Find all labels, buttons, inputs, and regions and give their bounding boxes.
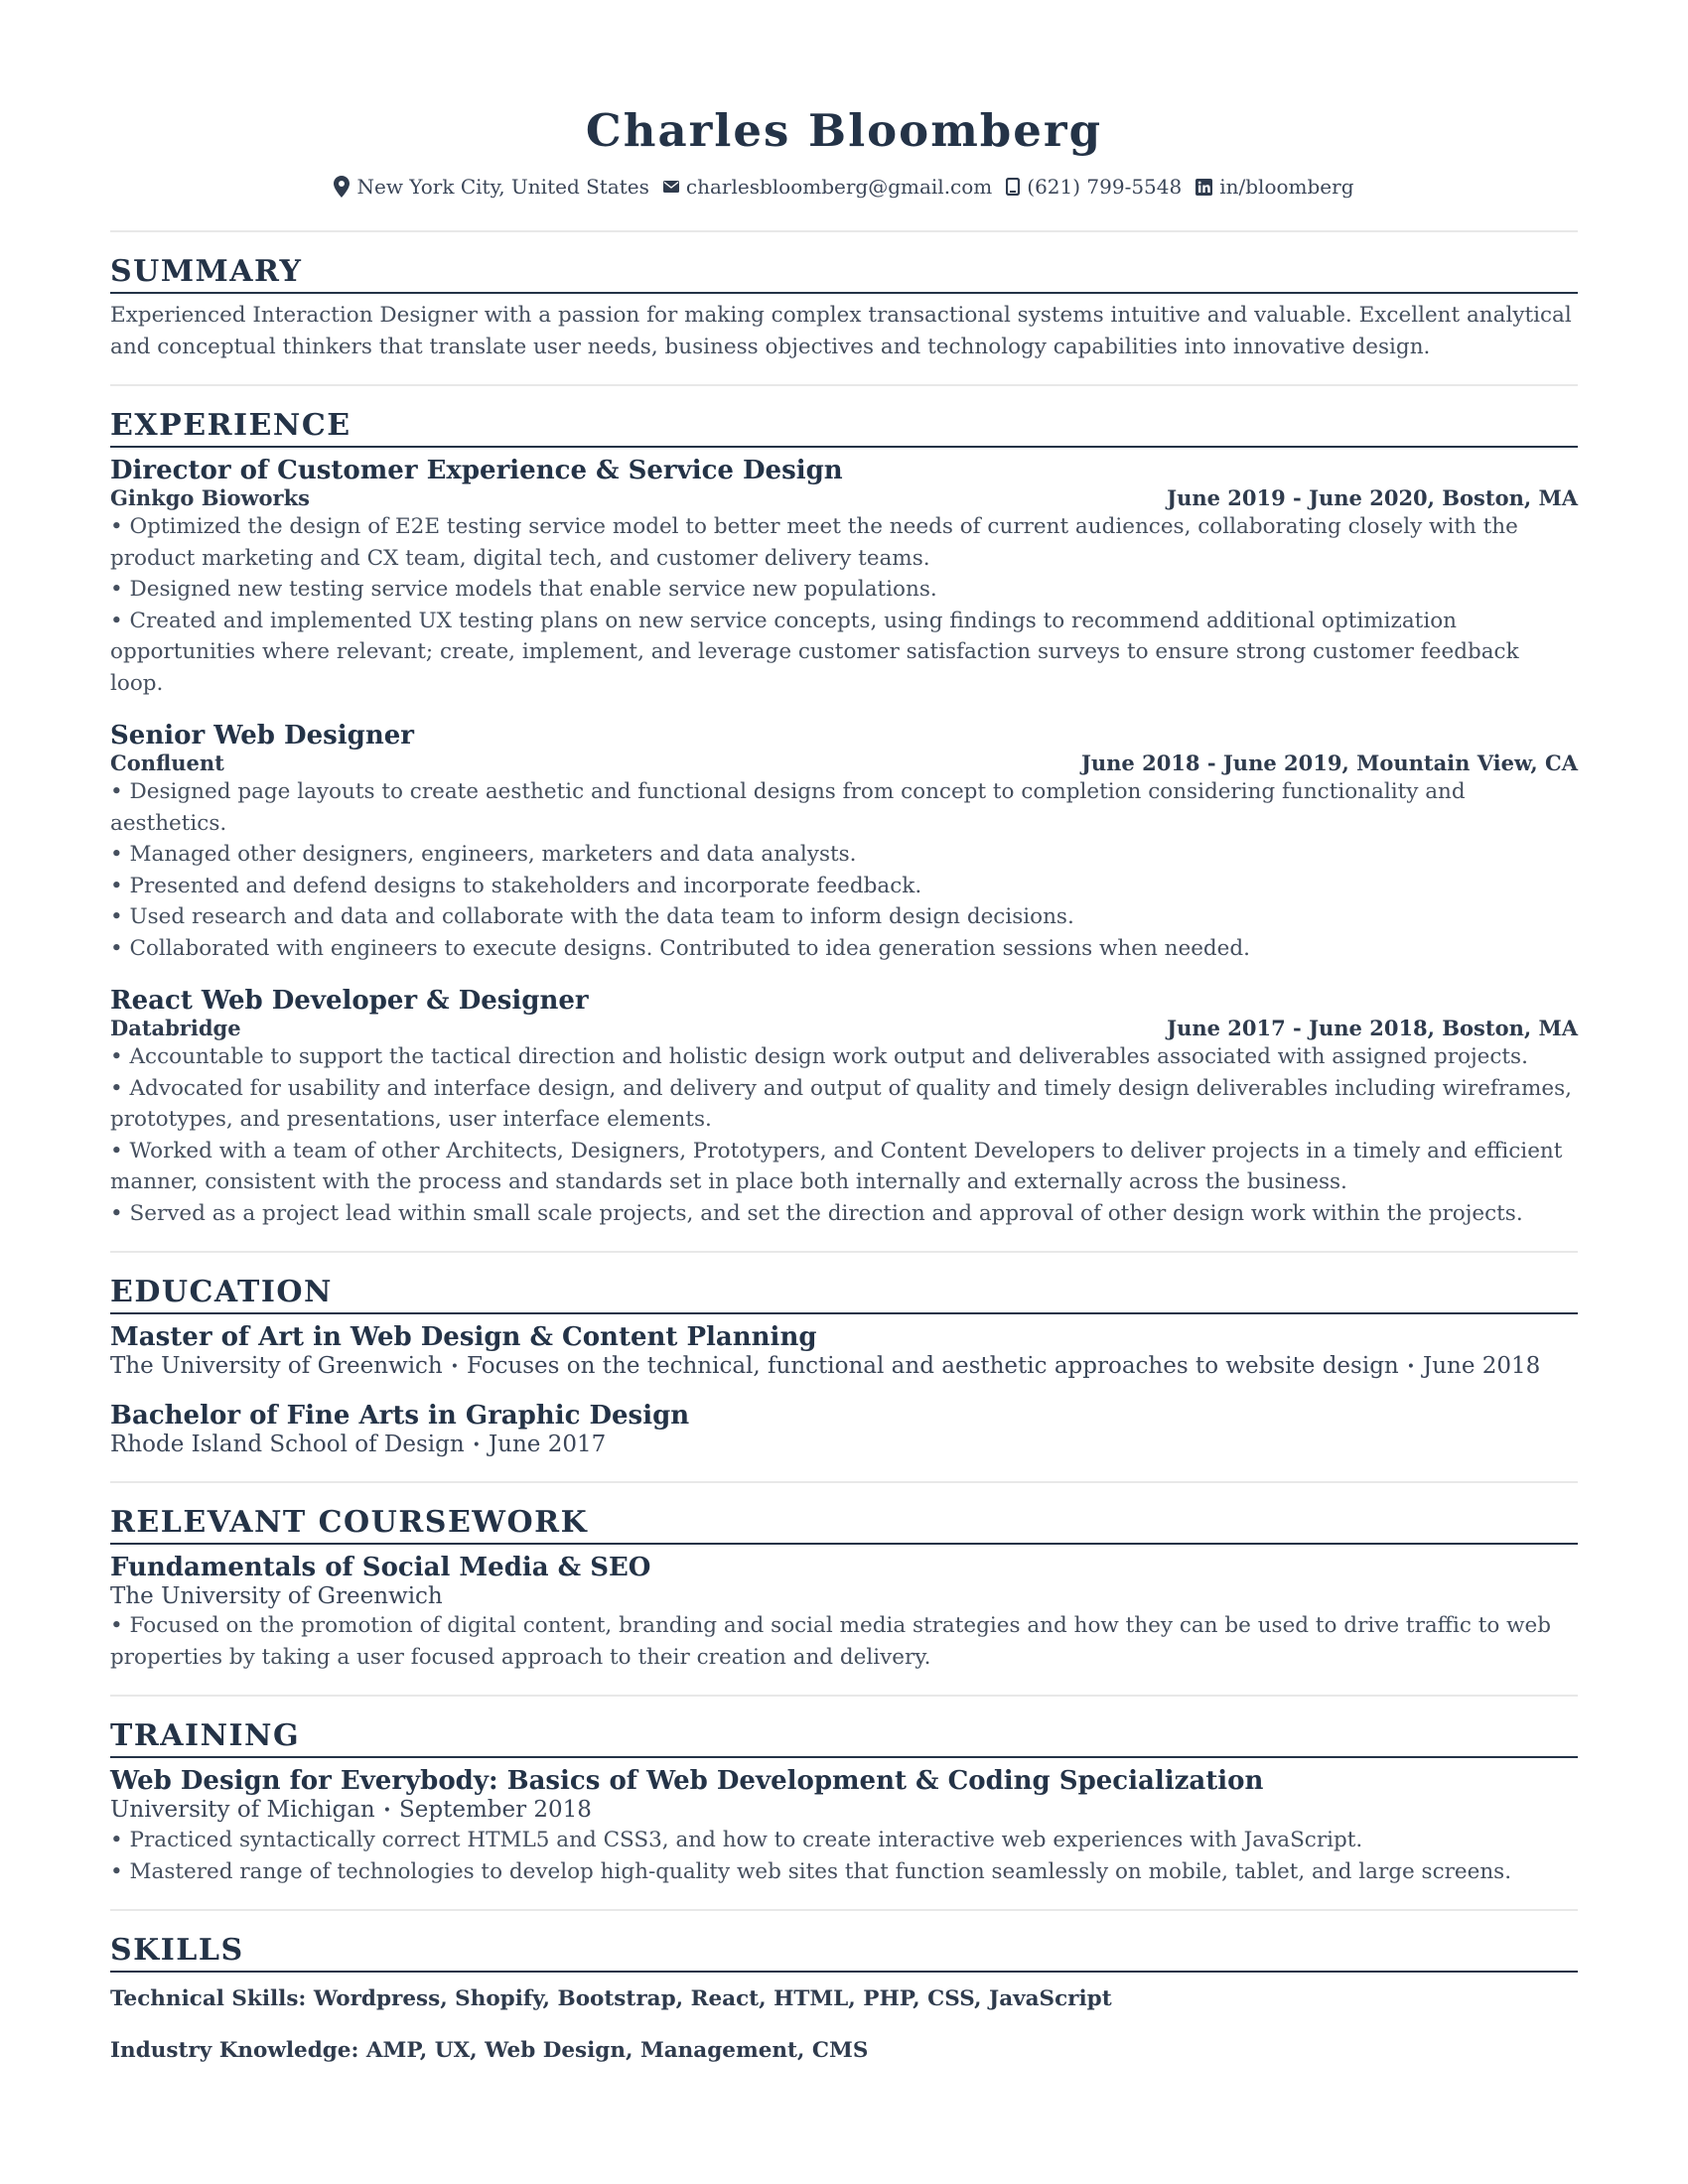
job-bullet: • Created and implemented UX testing plans on new service concepts, using findings to recommend additional optimization opportunities where relevant; create, implement, and leverage customer satisfaction surveys to ensure strong customer feedback loop. (110, 608, 1519, 696)
phone-icon (1006, 178, 1020, 196)
job-bullet: • Used research and data and collaborate with the data team to inform design decisions. (110, 904, 1074, 929)
job-entry (110, 986, 1578, 1229)
experience-section (110, 386, 1578, 1229)
education-section (110, 1253, 1578, 1459)
school-name: Rhode Island School of Design (110, 1432, 465, 1457)
education-date: June 2018 (1423, 1353, 1541, 1379)
course-school: The University of Greenwich (110, 1583, 443, 1609)
industry-knowledge: Industry Knowledge: AMP, UX, Web Design, Management, CMS (110, 2038, 869, 2063)
section-title-summary: SUMMARY (110, 254, 1578, 294)
job-bullet: • Optimized the design of E2E testing service model to better meet the needs of current audiences, collaborating closely with the product marketing and CX team, digital tech, and customer delivery teams. (110, 514, 1518, 571)
education-entry (110, 1401, 1578, 1459)
phone-text[interactable]: (621) 799-5548 (1027, 175, 1183, 199)
training-details (110, 1796, 1578, 1825)
location-text: New York City, United States (356, 175, 649, 199)
email-text[interactable]: charlesbloomberg@gmail.com (685, 175, 993, 199)
training-school: University of Michigan (110, 1797, 375, 1823)
job-company: Confluent (110, 751, 224, 775)
summary-section (110, 232, 1578, 362)
education-entry (110, 1322, 1578, 1381)
section-title-coursework: RELEVANT COURSEWORK (110, 1505, 1578, 1545)
training-title: Web Design for Everybody: Basics of Web Development & Coding Specialization (110, 1766, 1264, 1796)
education-details (110, 1352, 1578, 1381)
training-section (110, 1697, 1578, 1887)
course-title: Fundamentals of Social Media & SEO (110, 1553, 651, 1582)
contact-linkedin[interactable] (1196, 175, 1353, 199)
job-bullet: • Collaborated with engineers to execute designs. Contributed to idea generation sessions when needed. (110, 935, 1251, 961)
job-meta (110, 485, 1578, 511)
job-title: Senior Web Designer (110, 721, 414, 751)
education-date: June 2017 (488, 1432, 607, 1457)
job-title: Director of Customer Experience & Service Design (110, 456, 843, 485)
linkedin-icon (1196, 179, 1212, 196)
job-dates: June 2019 - June 2020, Boston, MA (1167, 485, 1578, 510)
contact-bar (110, 175, 1578, 199)
separator-dot: • (382, 1803, 392, 1819)
coursework-section (110, 1483, 1578, 1673)
job-bullet: • Managed other designers, engineers, marketers and data analysts. (110, 842, 857, 867)
section-title-experience: EXPERIENCE (110, 408, 1578, 448)
job-meta (110, 751, 1578, 776)
candidate-name: Charles Bloomberg (585, 104, 1103, 157)
school-name: The University of Greenwich (110, 1353, 443, 1379)
technical-skills: Technical Skills: Wordpress, Shopify, Bootstrap, React, HTML, PHP, CSS, JavaScript (110, 1986, 1112, 2011)
contact-location (334, 175, 648, 199)
envelope-icon (663, 181, 679, 193)
separator-dot: • (472, 1437, 481, 1453)
job-company: Ginkgo Bioworks (110, 485, 310, 510)
job-company: Databridge (110, 1016, 241, 1040)
coursework-entry (110, 1553, 1578, 1673)
job-bullet: • Designed new testing service models that enable service new populations. (110, 577, 937, 602)
training-bullet: • Mastered range of technologies to develop high-quality web sites that function seamlessly on mobile, tablet, and large screens. (110, 1858, 1512, 1884)
degree-title: Master of Art in Web Design & Content Planning (110, 1322, 817, 1352)
resume-header (110, 0, 1578, 199)
contact-phone[interactable] (1006, 175, 1182, 199)
contact-email[interactable] (663, 175, 992, 199)
job-bullet: • Worked with a team of other Architects, Designers, Prototypers, and Content Developers to deliver projects in a timely and efficient manner, consistent with the process and standards set in place both internally and externally across the business. (110, 1138, 1563, 1194)
education-details (110, 1431, 1578, 1459)
training-bullet: • Practiced syntactically correct HTML5 and CSS3, and how to create interactive web experiences with JavaScript. (110, 1828, 1363, 1852)
job-meta (110, 1016, 1578, 1041)
skills-section (110, 1911, 1578, 2066)
separator-dot: • (450, 1359, 460, 1375)
job-bullet: • Advocated for usability and interface design, and delivery and output of quality and timely design deliverables including wireframes, prototypes, and presentations, user interface elements. (110, 1075, 1572, 1132)
course-bullet: • Focused on the promotion of digital content, branding and social media strategies and how they can be used to drive traffic to web properties by taking a user focused approach to their creation and delivery. (110, 1613, 1551, 1670)
separator-dot: • (1406, 1359, 1416, 1375)
section-title-training: TRAINING (110, 1718, 1578, 1758)
job-bullet: • Designed page layouts to create aesthetic and functional designs from concept to completion considering functionality and aesthetics. (110, 779, 1466, 836)
summary-text: Experienced Interaction Designer with a passion for making complex transactional systems intuitive and valuable. Excellent analytical and conceptual thinkers that translate user needs, business objectives and technology capabilities into innovative design. (110, 303, 1572, 359)
location-pin-icon (334, 176, 350, 198)
training-entry (110, 1766, 1578, 1887)
section-title-education: EDUCATION (110, 1275, 1578, 1314)
job-title: React Web Developer & Designer (110, 986, 589, 1016)
job-dates: June 2017 - June 2018, Boston, MA (1167, 1016, 1578, 1040)
job-bullet: • Accountable to support the tactical direction and holistic design work output and deliverables associated with assigned projects. (110, 1044, 1528, 1069)
job-dates: June 2018 - June 2019, Mountain View, CA (1080, 751, 1578, 775)
job-entry (110, 456, 1578, 699)
job-bullet: • Served as a project lead within small scale projects, and set the direction and approval of other design work within the projects. (110, 1200, 1523, 1226)
education-note: Focuses on the technical, functional and aesthetic approaches to website design (467, 1353, 1399, 1379)
job-bullet: • Presented and defend designs to stakeholders and incorporate feedback. (110, 873, 922, 898)
section-title-skills: SKILLS (110, 1933, 1578, 1973)
job-entry (110, 721, 1578, 964)
linkedin-text[interactable]: in/bloomberg (1219, 175, 1354, 199)
degree-title: Bachelor of Fine Arts in Graphic Design (110, 1401, 690, 1431)
training-date: September 2018 (399, 1797, 592, 1823)
